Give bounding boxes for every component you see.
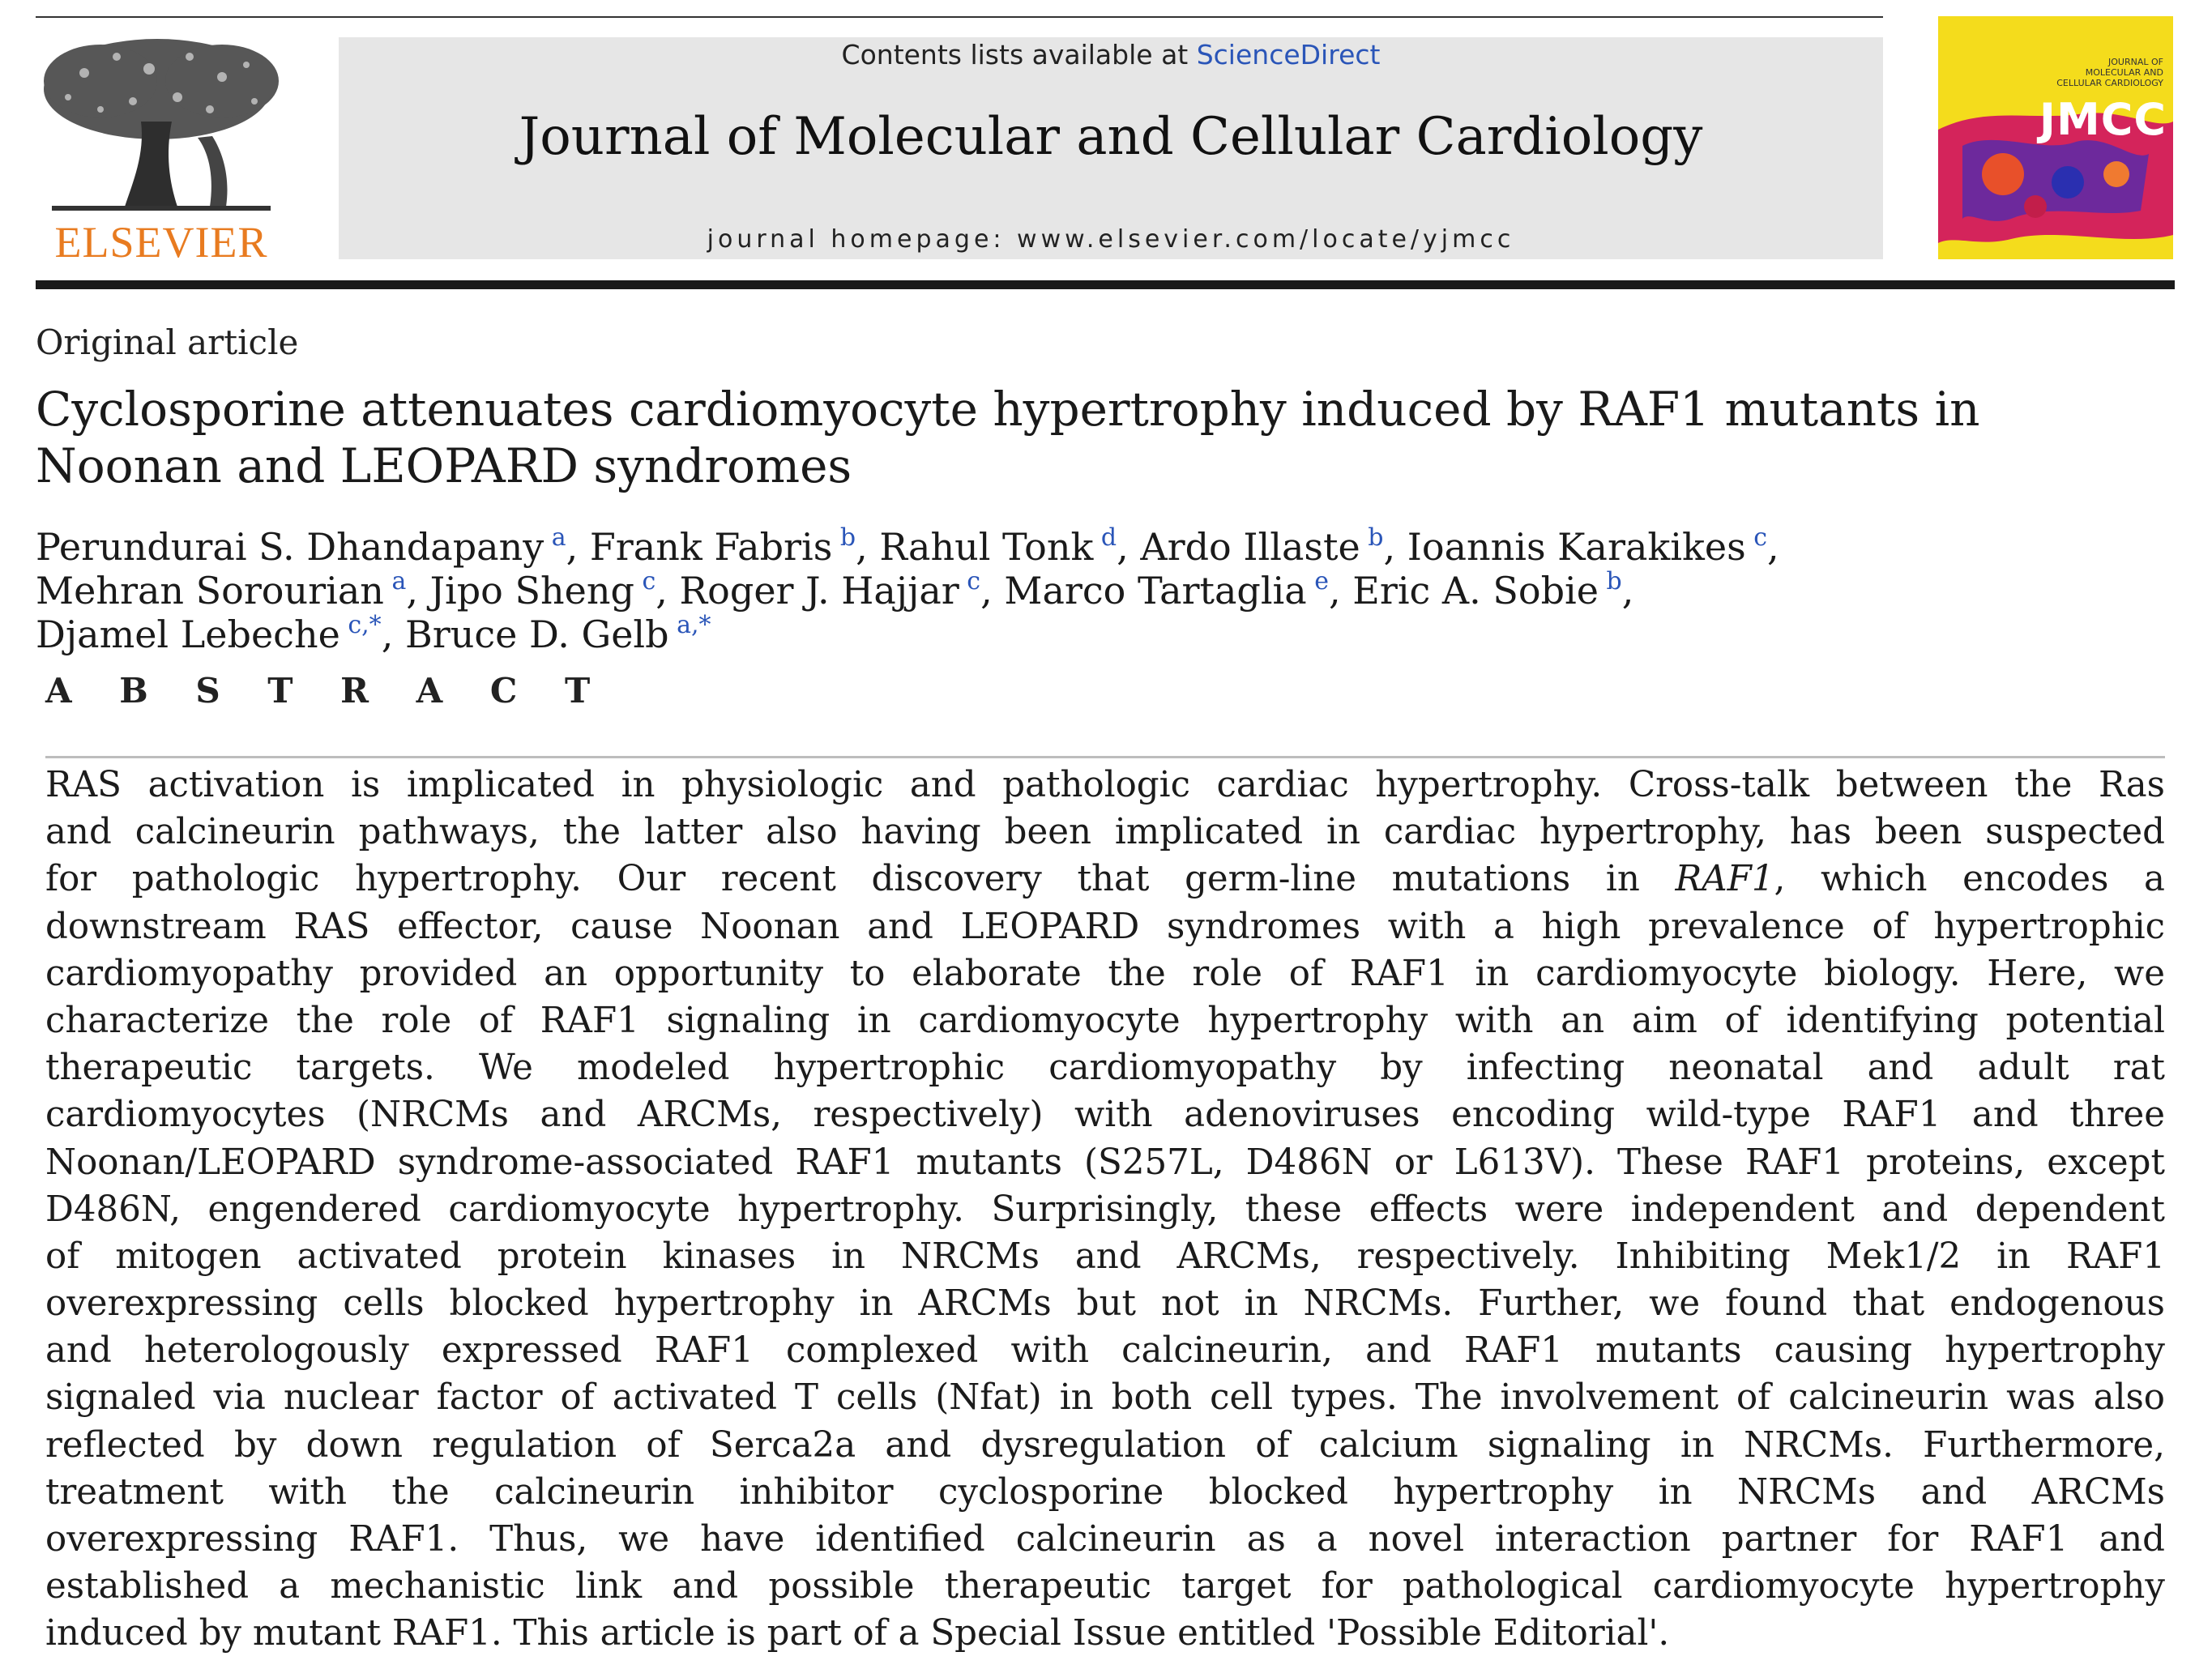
- abstract-line: RAS activation is implicated in physiologic and pathologic cardiac hypertrophy. Cross-talk between the Ras: [45, 765, 2165, 805]
- abstract-divider: [45, 756, 2165, 758]
- author-name[interactable]: Rahul Tonk: [879, 525, 1094, 569]
- author-affiliation[interactable]: a: [551, 523, 566, 552]
- abstract-line: therapeutic targets. We modeled hypertrophic cardiomyopathy by infecting neonatal and adult rat: [45, 1048, 2165, 1089]
- article-title-line: Cyclosporine attenuates cardiomyocyte hypertrophy induced by RAF1 mutants in: [36, 382, 1980, 437]
- author-affiliation[interactable]: b: [1606, 567, 1622, 595]
- abstract-line: induced by mutant RAF1. This article is part of a Special Issue entitled 'Possible Editorial'.: [45, 1613, 1670, 1654]
- abstract-line: cardiomyocytes (NRCMs and ARCMs, respectively) with adenoviruses encoding wild-type RAF1 and three: [45, 1095, 2165, 1136]
- abstract-line: downstream RAS effector, cause Noonan and LEOPARD syndromes with a high prevalence of hypertrophic: [45, 906, 2165, 947]
- cover-subtitle: [2001, 57, 2163, 88]
- abstract-line: cardiomyopathy provided an opportunity to elaborate the role of RAF1 in cardiomyocyte biology. Here, we: [45, 953, 2165, 994]
- author-name[interactable]: Marco Tartaglia: [1004, 569, 1307, 613]
- journal-cover-thumbnail[interactable]: [1938, 16, 2173, 259]
- author-affiliation[interactable]: e: [1314, 567, 1329, 595]
- author-affiliation[interactable]: b: [1368, 523, 1384, 552]
- abstract-line: signaled via nuclear factor of activated T cells (Nfat) in both cell types. The involvement of calcineurin was also: [45, 1377, 2165, 1419]
- abstract-line: and calcineurin pathways, the latter also having been implicated in cardiac hypertrophy, has been suspected: [45, 812, 2165, 853]
- author-affiliation[interactable]: c: [967, 567, 981, 595]
- author-name[interactable]: Ioannis Karakikes: [1407, 525, 1746, 569]
- article-title-line: Noonan and LEOPARD syndromes: [36, 438, 852, 493]
- abstract-line: treatment with the calcineurin inhibitor cyclosporine blocked hypertrophy in NRCMs and ARCMs: [45, 1471, 2165, 1513]
- abstract-line: of mitogen activated protein kinases in NRCMs and ARCMs, respectively. Inhibiting Mek1/2 in RAF1: [45, 1236, 2165, 1277]
- author-affiliation[interactable]: c: [1753, 523, 1768, 552]
- abstract-line: reflected by down regulation of Serca2a and dysregulation of calcium signaling in NRCMs. Furthermore,: [45, 1424, 2165, 1466]
- abstract-line: [45, 856, 2165, 903]
- abstract-line: Noonan/LEOPARD syndrome-associated RAF1 mutants (S257L, D486N or L613V). These RAF1 proteins, except: [45, 1142, 2165, 1183]
- author-line: Djamel Lebeche $^{c,*}$, Bruce D. Gelb $^{a,*}$: [36, 611, 711, 656]
- author-affiliation[interactable]: c,*: [348, 611, 382, 639]
- author-name[interactable]: Bruce D. Gelb: [404, 613, 669, 656]
- cover-subtitle-line: CELLULAR CARDIOLOGY: [2056, 78, 2163, 88]
- availability-prefix: Contents lists available at: [841, 39, 1197, 70]
- abstract-fragment: , which encodes a: [1774, 859, 2165, 900]
- author-name[interactable]: Ardo Illaste: [1140, 525, 1360, 569]
- gene-name-italic: RAF1: [1675, 859, 1774, 900]
- abstract-line: and heterologously expressed RAF1 complexed with calcineurin, and RAF1 mutants causing hypertrophy: [45, 1330, 2165, 1372]
- author-name[interactable]: Roger J. Hajjar: [679, 569, 959, 613]
- article-type-label: Original article: [36, 322, 299, 362]
- author-line: Mehran Sorourian $^a$, Jipo Sheng $^c$, Roger J. Hajjar $^c$, Marco Tartaglia $^e$, Eric A. Sobie $^b$,: [36, 567, 1634, 613]
- author-name[interactable]: Eric A. Sobie: [1352, 569, 1599, 613]
- abstract-line: D486N, engendered cardiomyocyte hypertrophy. Surprisingly, these effects were independent and dependent: [45, 1189, 2165, 1230]
- abstract-line: overexpressing RAF1. Thus, we have identified calcineurin as a novel interaction partner for RAF1 and: [45, 1519, 2165, 1560]
- author-list: [36, 525, 2175, 656]
- author-affiliation[interactable]: c: [642, 567, 656, 595]
- author-name[interactable]: Frank Fabris: [589, 525, 833, 569]
- header-divider: [36, 280, 2175, 289]
- abstract-line: characterize the role of RAF1 signaling in cardiomyocyte hypertrophy with an aim of identifying potential: [45, 1000, 2165, 1041]
- journal-banner: [339, 37, 1883, 259]
- journal-homepage[interactable]: journal homepage: www.elsevier.com/locate/yjmcc: [707, 225, 1515, 254]
- author-affiliation[interactable]: d: [1100, 523, 1117, 552]
- publisher-name: ELSEVIER: [54, 218, 268, 267]
- author-affiliation[interactable]: a,*: [677, 611, 711, 639]
- author-name[interactable]: Mehran Sorourian: [36, 569, 384, 613]
- contents-availability-text: [339, 39, 1883, 70]
- article-title: [36, 381, 2175, 494]
- sciencedirect-link[interactable]: ScienceDirect: [1196, 39, 1381, 70]
- abstract-line: established a mechanistic link and possible therapeutic target for pathological cardiomyocyte hypertrophy: [45, 1566, 2165, 1607]
- header-top-rule: [36, 16, 1883, 18]
- author-affiliation[interactable]: b: [839, 523, 856, 552]
- abstract-body: [45, 762, 2165, 1658]
- abstract-line: overexpressing cells blocked hypertrophy in ARCMs but not in NRCMs. Further, we found that endogenous: [45, 1283, 2165, 1325]
- author-name[interactable]: Djamel Lebeche: [36, 613, 340, 656]
- cover-abbreviation: JMCC: [2039, 94, 2167, 145]
- cover-subtitle-line: JOURNAL OF: [2108, 57, 2163, 67]
- author-affiliation[interactable]: a: [391, 567, 407, 595]
- author-name[interactable]: Perundurai S. Dhandapany: [36, 525, 544, 569]
- author-line: Perundurai S. Dhandapany $^a$, Frank Fabris $^b$, Rahul Tonk $^d$, Ardo Illaste $^b$, Ioannis Karakikes $^c$,: [36, 523, 1779, 569]
- journal-title: Journal of Molecular and Cellular Cardiology: [519, 107, 1703, 167]
- abstract-heading: A B S T R A C T: [45, 671, 609, 711]
- cover-subtitle-line: MOLECULAR AND: [2085, 67, 2163, 78]
- author-name[interactable]: Jipo Sheng: [429, 569, 634, 613]
- abstract-fragment: for pathologic hypertrophy. Our recent discovery that germ-line mutations in: [45, 859, 1676, 900]
